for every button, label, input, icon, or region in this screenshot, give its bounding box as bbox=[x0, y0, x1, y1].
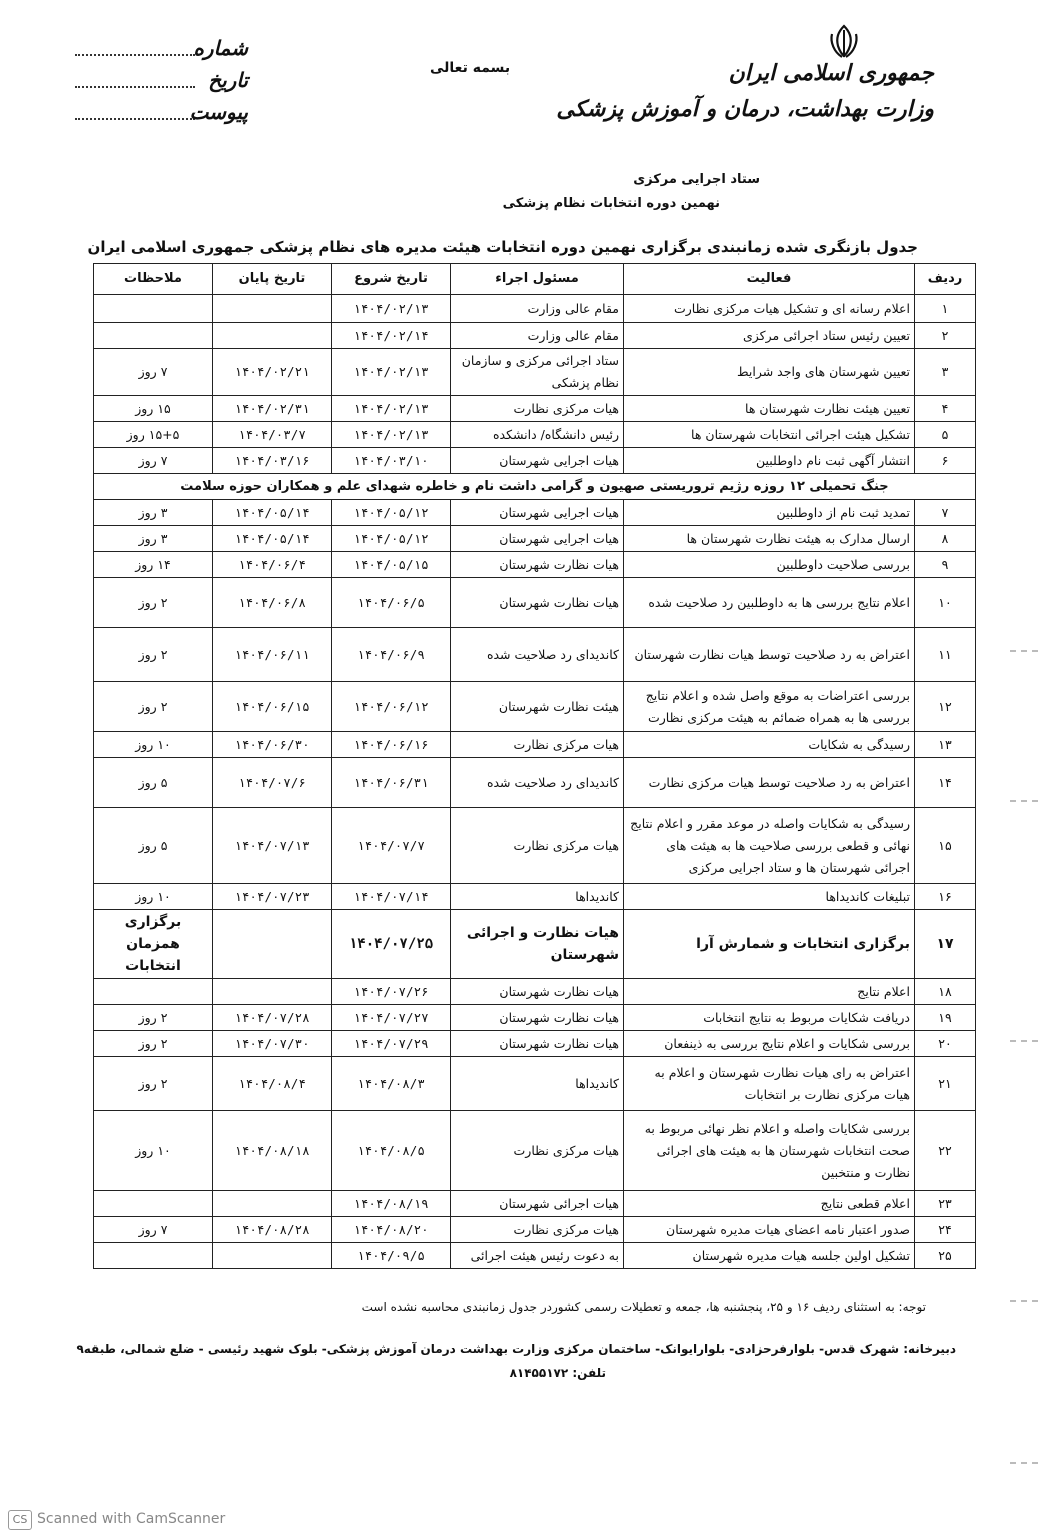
letter-number-blank bbox=[75, 44, 195, 56]
war-note: جنگ تحمیلی ۱۲ روزه رژیم تروریستی صهیون و گرامی داشت نام و خاطره شهدای علم و همکاران حوزه سلامت bbox=[94, 474, 976, 500]
footnote: توجه: به استثنای ردیف ۱۶ و ۲۵، پنجشنبه ها، جمعه و تعطیلات رسمی کشوردر جدول زمانبندی محاسبه نشده است bbox=[361, 1300, 926, 1314]
row-end-date: ۱۴۰۴/۰۸/۴ bbox=[213, 1057, 332, 1111]
row-end-date: ۱۴۰۴/۰۶/۸ bbox=[213, 578, 332, 628]
row-index: ۴ bbox=[915, 396, 976, 422]
row-activity: اعتراض به رای هیات نظارت شهرستان و اعلام به هیات مرکزی نظارت بر انتخابات bbox=[624, 1057, 915, 1111]
row-start-date: ۱۴۰۴/۰۳/۱۰ bbox=[332, 448, 451, 474]
schedule-body bbox=[94, 295, 976, 1269]
table-row bbox=[94, 1191, 976, 1217]
row-activity: بررسی شکایات واصله و اعلام نظر نهائی مربوط به صحت انتخابات شهرستان ها به هیئت های اجرائی نظارت و منتخبین bbox=[624, 1111, 915, 1191]
row-responsible: هیات نظارت شهرستان bbox=[451, 1031, 624, 1057]
row-end-date: ۱۴۰۴/۰۶/۳۰ bbox=[213, 732, 332, 758]
table-row bbox=[94, 808, 976, 884]
row-index: ۲۱ bbox=[915, 1057, 976, 1111]
row-index: ۳ bbox=[915, 349, 976, 396]
row-index: ۲۵ bbox=[915, 1243, 976, 1269]
header-end-date: تاریخ پایان bbox=[213, 264, 332, 295]
row-end-date: ۱۴۰۴/۰۶/۱۱ bbox=[213, 628, 332, 682]
row-start-date: ۱۴۰۴/۰۵/۱۲ bbox=[332, 500, 451, 526]
table-row bbox=[94, 758, 976, 808]
row-activity: تشکیل هیئت اجرائی انتخابات شهرستان ها bbox=[624, 422, 915, 448]
row-responsible: هیات مرکزی نظارت bbox=[451, 808, 624, 884]
header-index: ردیف bbox=[915, 264, 976, 295]
table-row bbox=[94, 1005, 976, 1031]
letter-attachment-label: پیوست bbox=[189, 100, 248, 124]
row-end-date: ۱۴۰۴/۰۷/۲۳ bbox=[213, 884, 332, 910]
row-notes: ۱۰ روز bbox=[94, 732, 213, 758]
schedule-table bbox=[93, 263, 976, 1269]
camscanner-text: Scanned with CamScanner bbox=[37, 1511, 226, 1527]
margin-mark bbox=[1010, 1462, 1038, 1464]
row-index: ۱ bbox=[915, 295, 976, 323]
row-end-date: ۱۴۰۴/۰۷/۳۰ bbox=[213, 1031, 332, 1057]
row-start-date: ۱۴۰۴/۰۷/۲۵ bbox=[332, 910, 451, 979]
row-responsible: هیات نظارت شهرستان bbox=[451, 552, 624, 578]
row-index: ۱۴ bbox=[915, 758, 976, 808]
row-responsible: هیات نظارت شهرستان bbox=[451, 578, 624, 628]
row-start-date: ۱۴۰۴/۰۲/۱۳ bbox=[332, 396, 451, 422]
table-row bbox=[94, 422, 976, 448]
table-row bbox=[94, 1217, 976, 1243]
row-notes: ۲ روز bbox=[94, 578, 213, 628]
row-notes bbox=[94, 323, 213, 349]
row-start-date: ۱۴۰۴/۰۷/۷ bbox=[332, 808, 451, 884]
row-activity: تمدید ثبت نام از داوطلبین bbox=[624, 500, 915, 526]
camscanner-watermark bbox=[8, 1510, 225, 1530]
table-row bbox=[94, 500, 976, 526]
table-row bbox=[94, 448, 976, 474]
row-notes: ۲ روز bbox=[94, 1031, 213, 1057]
row-activity: اعتراض به رد صلاحیت توسط هیات نظارت شهرستان bbox=[624, 628, 915, 682]
table-row bbox=[94, 979, 976, 1005]
row-notes bbox=[94, 295, 213, 323]
row-start-date: ۱۴۰۴/۰۷/۱۴ bbox=[332, 884, 451, 910]
row-activity: برگزاری انتخابات و شمارش آرا bbox=[624, 910, 915, 979]
table-row bbox=[94, 323, 976, 349]
table-row bbox=[94, 349, 976, 396]
row-start-date: ۱۴۰۴/۰۹/۵ bbox=[332, 1243, 451, 1269]
row-notes: ۷ روز bbox=[94, 448, 213, 474]
row-end-date: ۱۴۰۴/۰۳/۱۶ bbox=[213, 448, 332, 474]
row-responsible: رئیس دانشگاه/ دانشکده bbox=[451, 422, 624, 448]
row-responsible: کاندیداها bbox=[451, 884, 624, 910]
row-index: ۱۲ bbox=[915, 682, 976, 732]
row-index: ۶ bbox=[915, 448, 976, 474]
row-activity: اعلام رسانه ای و تشکیل هیات مرکزی نظارت bbox=[624, 295, 915, 323]
row-responsible: کاندیدای رد صلاحیت شده bbox=[451, 628, 624, 682]
row-notes: ۱۵ روز bbox=[94, 396, 213, 422]
row-activity: صدور اعتبار نامه اعضای هیات مدیره شهرستان bbox=[624, 1217, 915, 1243]
row-activity: تعیین رئیس ستاد اجرائی مرکزی bbox=[624, 323, 915, 349]
table-row bbox=[94, 578, 976, 628]
row-notes: ۲ روز bbox=[94, 682, 213, 732]
row-notes: ۳ روز bbox=[94, 526, 213, 552]
header-activity: فعالیت bbox=[624, 264, 915, 295]
table-row bbox=[94, 295, 976, 323]
row-activity: تشکیل اولین جلسه هیات مدیره شهرستان bbox=[624, 1243, 915, 1269]
row-responsible: هیات مرکزی نظارت bbox=[451, 732, 624, 758]
margin-mark bbox=[1010, 1040, 1038, 1042]
table-row bbox=[94, 396, 976, 422]
row-end-date: ۱۴۰۴/۰۷/۱۳ bbox=[213, 808, 332, 884]
row-notes: ۷ روز bbox=[94, 1217, 213, 1243]
row-start-date: ۱۴۰۴/۰۲/۱۳ bbox=[332, 349, 451, 396]
header-notes: ملاحظات bbox=[94, 264, 213, 295]
row-notes: ۵ روز bbox=[94, 808, 213, 884]
row-end-date: ۱۴۰۴/۰۳/۷ bbox=[213, 422, 332, 448]
row-notes: ۱۴ روز bbox=[94, 552, 213, 578]
row-index: ۱۶ bbox=[915, 884, 976, 910]
row-index: ۱۰ bbox=[915, 578, 976, 628]
header-responsible: مسئول اجراء bbox=[451, 264, 624, 295]
row-activity: اعلام قطعی نتایج bbox=[624, 1191, 915, 1217]
row-responsible: کاندیدای رد صلاحیت شده bbox=[451, 758, 624, 808]
letter-number-field bbox=[78, 36, 248, 60]
row-index: ۱۳ bbox=[915, 732, 976, 758]
row-end-date bbox=[213, 295, 332, 323]
row-activity: ارسال مدارک به هیئت نظارت شهرستان ها bbox=[624, 526, 915, 552]
row-index: ۲۰ bbox=[915, 1031, 976, 1057]
row-responsible: هیات اجرائی شهرستان bbox=[451, 1191, 624, 1217]
row-activity: رسیدگی به شکایات bbox=[624, 732, 915, 758]
row-start-date: ۱۴۰۴/۰۲/۱۴ bbox=[332, 323, 451, 349]
row-notes: ۲ روز bbox=[94, 1057, 213, 1111]
margin-mark bbox=[1010, 650, 1038, 652]
row-notes: ۷ روز bbox=[94, 349, 213, 396]
row-notes: ۱۰ روز bbox=[94, 884, 213, 910]
row-index: ۲۲ bbox=[915, 1111, 976, 1191]
row-end-date bbox=[213, 1243, 332, 1269]
row-end-date bbox=[213, 1191, 332, 1217]
row-activity: اعلام نتایج بررسی ها به داوطلبین رد صلاحیت شده bbox=[624, 578, 915, 628]
row-start-date: ۱۴۰۴/۰۶/۳۱ bbox=[332, 758, 451, 808]
row-start-date: ۱۴۰۴/۰۸/۲۰ bbox=[332, 1217, 451, 1243]
row-start-date: ۱۴۰۴/۰۸/۱۹ bbox=[332, 1191, 451, 1217]
row-start-date: ۱۴۰۴/۰۶/۵ bbox=[332, 578, 451, 628]
row-notes: ۱۵+۵ روز bbox=[94, 422, 213, 448]
row-activity: اعلام نتایج bbox=[624, 979, 915, 1005]
row-notes: ۲ روز bbox=[94, 628, 213, 682]
row-index: ۱۵ bbox=[915, 808, 976, 884]
row-start-date: ۱۴۰۴/۰۸/۵ bbox=[332, 1111, 451, 1191]
phone-number: تلفن: ۸۱۴۵۵۱۷۲ bbox=[509, 1366, 606, 1380]
row-index: ۱۷ bbox=[915, 910, 976, 979]
row-responsible: هیات اجرایی شهرستان bbox=[451, 526, 624, 552]
table-row bbox=[94, 628, 976, 682]
row-responsible: ستاد اجرائی مرکزی و سازمان نظام پزشکی bbox=[451, 349, 624, 396]
row-activity: بررسی صلاحیت داوطلبین bbox=[624, 552, 915, 578]
row-end-date: ۱۴۰۴/۰۲/۳۱ bbox=[213, 396, 332, 422]
row-index: ۲۳ bbox=[915, 1191, 976, 1217]
row-responsible: هیات نظارت شهرستان bbox=[451, 979, 624, 1005]
table-header-row bbox=[94, 264, 976, 295]
row-activity: تعیین شهرستان های واجد شرایط bbox=[624, 349, 915, 396]
row-activity: دریافت شکایات مربوط به نتایج انتخابات bbox=[624, 1005, 915, 1031]
row-activity: انتشار آگهی ثبت نام داوطلبین bbox=[624, 448, 915, 474]
row-end-date: ۱۴۰۴/۰۲/۲۱ bbox=[213, 349, 332, 396]
table-row bbox=[94, 682, 976, 732]
row-end-date bbox=[213, 323, 332, 349]
war-note-row bbox=[94, 474, 976, 500]
ministry-name-line2: وزارت بهداشت، درمان و آموزش پزشکی bbox=[556, 96, 934, 122]
row-end-date: ۱۴۰۴/۰۷/۲۸ bbox=[213, 1005, 332, 1031]
row-activity: بررسی اعتراضات به موقع واصل شده و اعلام نتایج بررسی ها به همراه ضمائم به هیئت مرکزی نظارت bbox=[624, 682, 915, 732]
row-end-date: ۱۴۰۴/۰۵/۱۴ bbox=[213, 526, 332, 552]
margin-mark bbox=[1010, 1300, 1038, 1302]
row-start-date: ۱۴۰۴/۰۲/۱۳ bbox=[332, 422, 451, 448]
row-start-date: ۱۴۰۴/۰۵/۱۵ bbox=[332, 552, 451, 578]
row-start-date: ۱۴۰۴/۰۶/۱۲ bbox=[332, 682, 451, 732]
row-index: ۱۱ bbox=[915, 628, 976, 682]
letter-date-label: تاریخ bbox=[208, 68, 248, 92]
row-end-date: ۱۴۰۴/۰۸/۲۸ bbox=[213, 1217, 332, 1243]
row-index: ۹ bbox=[915, 552, 976, 578]
row-index: ۷ bbox=[915, 500, 976, 526]
table-row bbox=[94, 1057, 976, 1111]
letter-date-field bbox=[78, 68, 248, 92]
row-responsible: هیات نظارت شهرستان bbox=[451, 1005, 624, 1031]
row-activity: رسیدگی به شکایات واصله در موعد مقرر و اعلام نتایج نهائی و قطعی بررسی صلاحیت ها به هیئت های اجرائی شهرستان ها و ستاد اجرایی مرکزی bbox=[624, 808, 915, 884]
row-responsible: مقام عالی وزارت bbox=[451, 295, 624, 323]
letter-attachment-field bbox=[78, 100, 248, 124]
row-notes: ۱۰ روز bbox=[94, 1111, 213, 1191]
org-name-line1: ستاد اجرایی مرکزی bbox=[633, 172, 760, 187]
secretariat-address: دبیرخانه: شهرک قدس- بلوارفرحزادی- بلوارایوانک- ساختمان مرکزی وزارت بهداشت درمان آموزش پزشکی- بلوک شهید رئیسی - ضلع شمالی، طبقه۹ bbox=[76, 1342, 956, 1356]
row-end-date: ۱۴۰۴/۰۸/۱۸ bbox=[213, 1111, 332, 1191]
row-end-date: ۱۴۰۴/۰۶/۱۵ bbox=[213, 682, 332, 732]
row-responsible: هیات مرکزی نظارت bbox=[451, 396, 624, 422]
row-end-date bbox=[213, 979, 332, 1005]
iran-emblem-icon bbox=[826, 24, 862, 60]
row-start-date: ۱۴۰۴/۰۶/۱۶ bbox=[332, 732, 451, 758]
row-start-date: ۱۴۰۴/۰۸/۳ bbox=[332, 1057, 451, 1111]
row-end-date bbox=[213, 910, 332, 979]
row-activity: تعیین هیئت نظارت شهرستان ها bbox=[624, 396, 915, 422]
bismillah-heading: بسمه تعالی bbox=[430, 60, 511, 76]
camscanner-logo-icon: CS bbox=[8, 1510, 32, 1530]
row-start-date: ۱۴۰۴/۰۵/۱۲ bbox=[332, 526, 451, 552]
org-name-line2: نهمین دوره انتخابات نظام پزشکی bbox=[502, 196, 720, 211]
row-end-date: ۱۴۰۴/۰۷/۶ bbox=[213, 758, 332, 808]
row-activity: بررسی شکایات و اعلام نتایج بررسی به ذینفعان bbox=[624, 1031, 915, 1057]
ministry-name-line1: جمهوری اسلامی ایران bbox=[728, 60, 934, 86]
row-responsible: هیات مرکزی نظارت bbox=[451, 1111, 624, 1191]
row-notes: ۳ روز bbox=[94, 500, 213, 526]
row-start-date: ۱۴۰۴/۰۲/۱۳ bbox=[332, 295, 451, 323]
row-end-date: ۱۴۰۴/۰۶/۴ bbox=[213, 552, 332, 578]
row-notes: ۲ روز bbox=[94, 1005, 213, 1031]
row-index: ۲ bbox=[915, 323, 976, 349]
row-notes bbox=[94, 1191, 213, 1217]
row-responsible: مقام عالی وزارت bbox=[451, 323, 624, 349]
row-responsible: هیات مرکزی نظارت bbox=[451, 1217, 624, 1243]
row-responsible: هیئت نظارت شهرستان bbox=[451, 682, 624, 732]
row-index: ۱۹ bbox=[915, 1005, 976, 1031]
table-row bbox=[94, 1031, 976, 1057]
letter-date-blank bbox=[75, 76, 195, 88]
row-responsible: هیات اجرایی شهرستان bbox=[451, 448, 624, 474]
table-title: جدول بازنگری شده زمانبندی برگزاری نهمین دوره انتخابات هیئت مدیره های نظام پزشکی جمهوری اسلامی ایران bbox=[87, 238, 918, 256]
row-end-date: ۱۴۰۴/۰۵/۱۴ bbox=[213, 500, 332, 526]
row-start-date: ۱۴۰۴/۰۷/۲۷ bbox=[332, 1005, 451, 1031]
table-row bbox=[94, 910, 976, 979]
letter-attachment-blank bbox=[75, 108, 195, 120]
row-start-date: ۱۴۰۴/۰۶/۹ bbox=[332, 628, 451, 682]
row-responsible: کاندیداها bbox=[451, 1057, 624, 1111]
row-responsible: هیات اجرایی شهرستان bbox=[451, 500, 624, 526]
table-row bbox=[94, 884, 976, 910]
row-activity: اعتراض به رد صلاحیت توسط هیات مرکزی نظارت bbox=[624, 758, 915, 808]
margin-mark bbox=[1010, 800, 1038, 802]
row-notes: برگزاری همزمان انتخابات bbox=[94, 910, 213, 979]
row-index: ۸ bbox=[915, 526, 976, 552]
row-notes: ۵ روز bbox=[94, 758, 213, 808]
row-index: ۵ bbox=[915, 422, 976, 448]
table-row bbox=[94, 732, 976, 758]
letter-number-label: شماره bbox=[193, 36, 248, 60]
row-start-date: ۱۴۰۴/۰۷/۲۶ bbox=[332, 979, 451, 1005]
row-notes bbox=[94, 1243, 213, 1269]
row-index: ۱۸ bbox=[915, 979, 976, 1005]
row-index: ۲۴ bbox=[915, 1217, 976, 1243]
row-responsible: به دعوت رئیس هیئت اجرائی bbox=[451, 1243, 624, 1269]
table-row bbox=[94, 526, 976, 552]
row-notes bbox=[94, 979, 213, 1005]
row-start-date: ۱۴۰۴/۰۷/۲۹ bbox=[332, 1031, 451, 1057]
table-row bbox=[94, 1243, 976, 1269]
table-row bbox=[94, 1111, 976, 1191]
table-row bbox=[94, 552, 976, 578]
header-start-date: تاریخ شروع bbox=[332, 264, 451, 295]
row-activity: تبلیغات کاندیداها bbox=[624, 884, 915, 910]
row-responsible: هیات نظارت و اجرائی شهرستان bbox=[451, 910, 624, 979]
